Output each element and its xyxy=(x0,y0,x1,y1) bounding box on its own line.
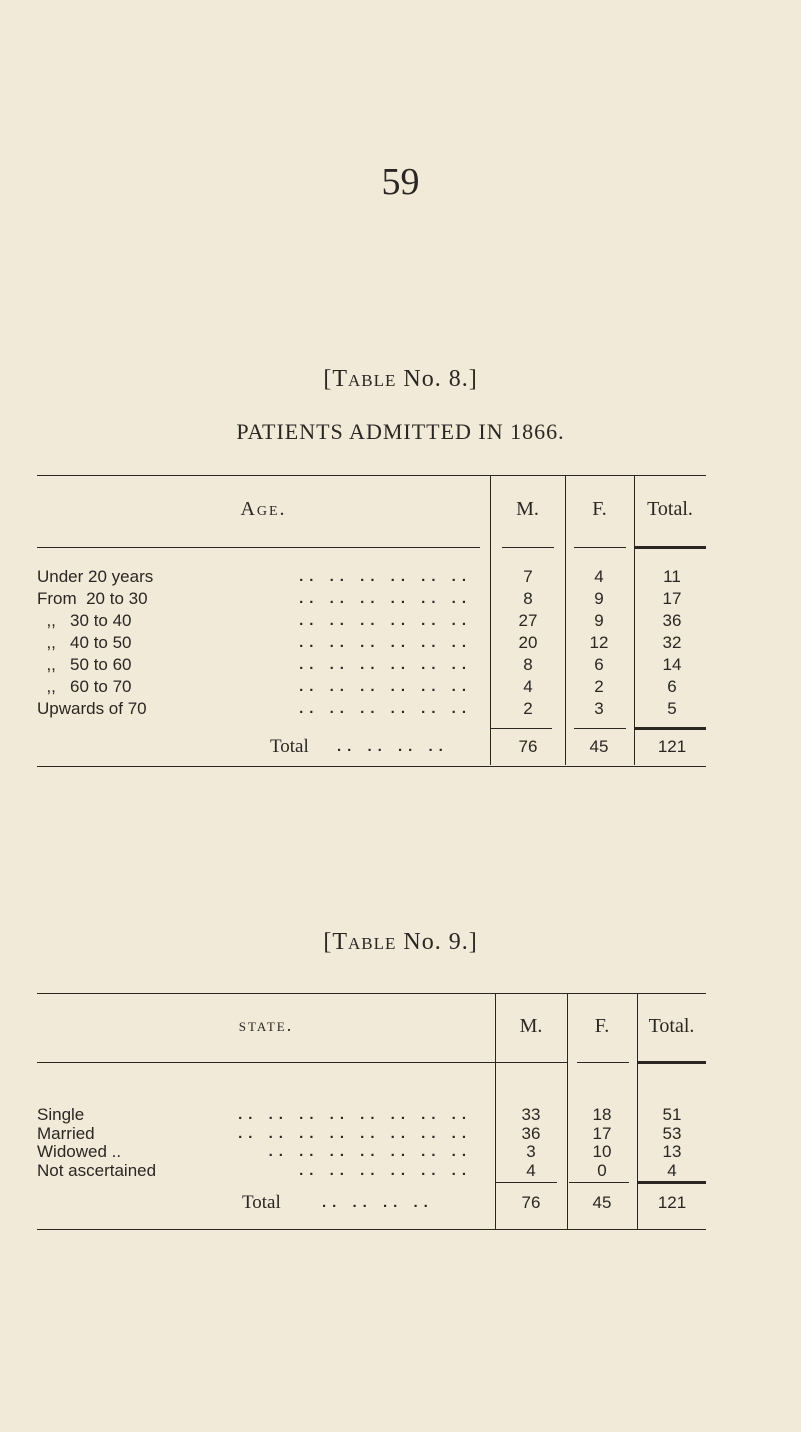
total-label: Total xyxy=(242,1192,281,1213)
table-row xyxy=(37,654,706,676)
row-label: Not ascertained xyxy=(37,1160,157,1180)
row-label: Widowed .. xyxy=(37,1142,122,1161)
row-label: Married xyxy=(37,1123,95,1143)
cell-m: 8 xyxy=(523,589,533,608)
cell-total: 4 xyxy=(667,1160,677,1180)
header-rule xyxy=(574,547,626,548)
cell-f: 17 xyxy=(592,1123,612,1143)
table-8 xyxy=(37,475,706,767)
header-rule xyxy=(502,547,554,548)
sum-rule xyxy=(495,1182,557,1183)
header-rule xyxy=(634,546,706,549)
table-9-caption-open: [ xyxy=(323,929,333,955)
table-9 xyxy=(37,993,706,1230)
sum-rule xyxy=(574,728,626,729)
cell-m: 4 xyxy=(526,1160,536,1180)
leader-dots: .. .. .. .. .. .. xyxy=(299,612,472,629)
table-8-caption-open: [ xyxy=(323,366,333,392)
table-top-rule xyxy=(37,475,706,476)
header-total: Total. xyxy=(648,1015,695,1037)
row-label: ,, 60 to 70 xyxy=(37,677,132,696)
table-top-rule xyxy=(37,993,706,994)
table-row xyxy=(37,588,706,610)
cell-f: 3 xyxy=(594,699,604,718)
cell-total: 13 xyxy=(662,1142,682,1161)
total-row xyxy=(37,1191,706,1215)
cell-m: 36 xyxy=(521,1123,541,1143)
leader-dots: .. .. .. .. .. .. xyxy=(299,568,472,585)
table-bottom-rule xyxy=(37,766,706,767)
cell-total: 14 xyxy=(662,655,682,674)
table-8-caption-word: Table xyxy=(332,366,397,392)
cell-total: 53 xyxy=(662,1123,682,1143)
table-row xyxy=(37,1160,706,1182)
cell-m: 4 xyxy=(523,677,533,696)
cell-f: 18 xyxy=(592,1105,612,1124)
header-state: state. xyxy=(238,1015,294,1035)
row-label: Single xyxy=(37,1105,85,1124)
table-row xyxy=(37,610,706,632)
cell-total: 11 xyxy=(663,567,681,586)
cell-m: 2 xyxy=(523,699,533,718)
table-row xyxy=(37,632,706,654)
cell-total: 17 xyxy=(662,589,682,608)
table-9-caption-number: No. 9.] xyxy=(403,929,478,955)
leader-dots: .. .. .. .. xyxy=(337,738,449,755)
cell-m: 3 xyxy=(526,1142,536,1161)
sum-rule xyxy=(569,1182,629,1183)
row-label: ,, 30 to 40 xyxy=(37,611,132,630)
table-9-caption-word: Table xyxy=(332,929,397,955)
total-label: Total xyxy=(270,736,309,757)
header-rule xyxy=(37,1062,495,1063)
leader-dots: .. .. .. .. .. .. .. xyxy=(268,1143,472,1160)
leader-dots: .. .. .. .. .. .. xyxy=(299,678,472,695)
cell-f: 4 xyxy=(594,567,604,586)
header-rule xyxy=(495,1062,567,1063)
cell-f: 9 xyxy=(594,589,604,608)
header-age: Age. xyxy=(240,498,287,520)
cell-m: 7 xyxy=(523,567,533,586)
total-total: 121 xyxy=(657,737,687,756)
leader-dots: .. .. .. .. .. .. xyxy=(299,634,472,651)
row-label: ,, 50 to 60 xyxy=(37,655,132,674)
leader-dots: .. .. .. .. .. .. xyxy=(299,1161,472,1179)
cell-m: 27 xyxy=(518,611,538,630)
total-m: 76 xyxy=(518,737,538,756)
header-f: F. xyxy=(594,1015,610,1037)
cell-total: 6 xyxy=(667,677,677,696)
leader-dots: .. .. .. .. .. .. xyxy=(299,656,472,673)
row-label: From 20 to 30 xyxy=(37,589,148,608)
table-row xyxy=(37,698,706,720)
table-9-caption xyxy=(0,929,801,956)
header-f: F. xyxy=(592,498,607,520)
total-m: 76 xyxy=(521,1193,541,1212)
cell-m: 20 xyxy=(518,633,538,652)
cell-total: 5 xyxy=(667,699,677,718)
cell-f: 6 xyxy=(594,655,604,674)
table-row xyxy=(37,676,706,698)
leader-dots: .. .. .. .. .. .. .. .. xyxy=(238,1124,472,1142)
row-label: Upwards of 70 xyxy=(37,699,147,718)
header-total: Total. xyxy=(647,498,693,520)
cell-m: 8 xyxy=(523,655,533,674)
cell-total: 51 xyxy=(662,1105,682,1124)
total-f: 45 xyxy=(589,737,609,756)
cell-f: 9 xyxy=(594,611,604,630)
total-f: 45 xyxy=(592,1193,612,1212)
header-m: M. xyxy=(519,1015,543,1037)
header-rule xyxy=(577,1062,629,1063)
table-8-title: PATIENTS ADMITTED IN 1866. xyxy=(236,419,565,444)
sum-rule xyxy=(634,727,706,730)
page-number: 59 xyxy=(381,161,420,203)
cell-f: 0 xyxy=(597,1160,607,1180)
cell-m: 33 xyxy=(521,1105,541,1124)
leader-dots: .. .. .. .. .. .. xyxy=(299,590,472,607)
total-row xyxy=(37,735,706,759)
table-row xyxy=(37,566,706,588)
leader-dots: .. .. .. .. .. .. .. .. xyxy=(238,1106,472,1123)
table-8-caption-number: No. 8.] xyxy=(403,366,478,392)
header-rule xyxy=(37,547,480,548)
cell-total: 36 xyxy=(662,611,682,630)
row-label: ,, 40 to 50 xyxy=(37,633,132,652)
sum-rule xyxy=(490,728,552,729)
cell-f: 2 xyxy=(594,677,604,696)
leader-dots: .. .. .. .. .. .. xyxy=(299,700,472,717)
header-m: M. xyxy=(516,498,539,520)
header-rule xyxy=(637,1061,706,1064)
table-8-caption xyxy=(0,366,801,393)
total-total: 121 xyxy=(657,1193,687,1212)
cell-f: 12 xyxy=(589,633,609,652)
cell-total: 32 xyxy=(662,633,682,652)
leader-dots: .. .. .. .. xyxy=(322,1194,434,1211)
table-bottom-rule xyxy=(37,1229,706,1230)
sum-rule xyxy=(637,1181,706,1184)
row-label: Under 20 years xyxy=(37,567,154,586)
cell-f: 10 xyxy=(592,1142,612,1161)
